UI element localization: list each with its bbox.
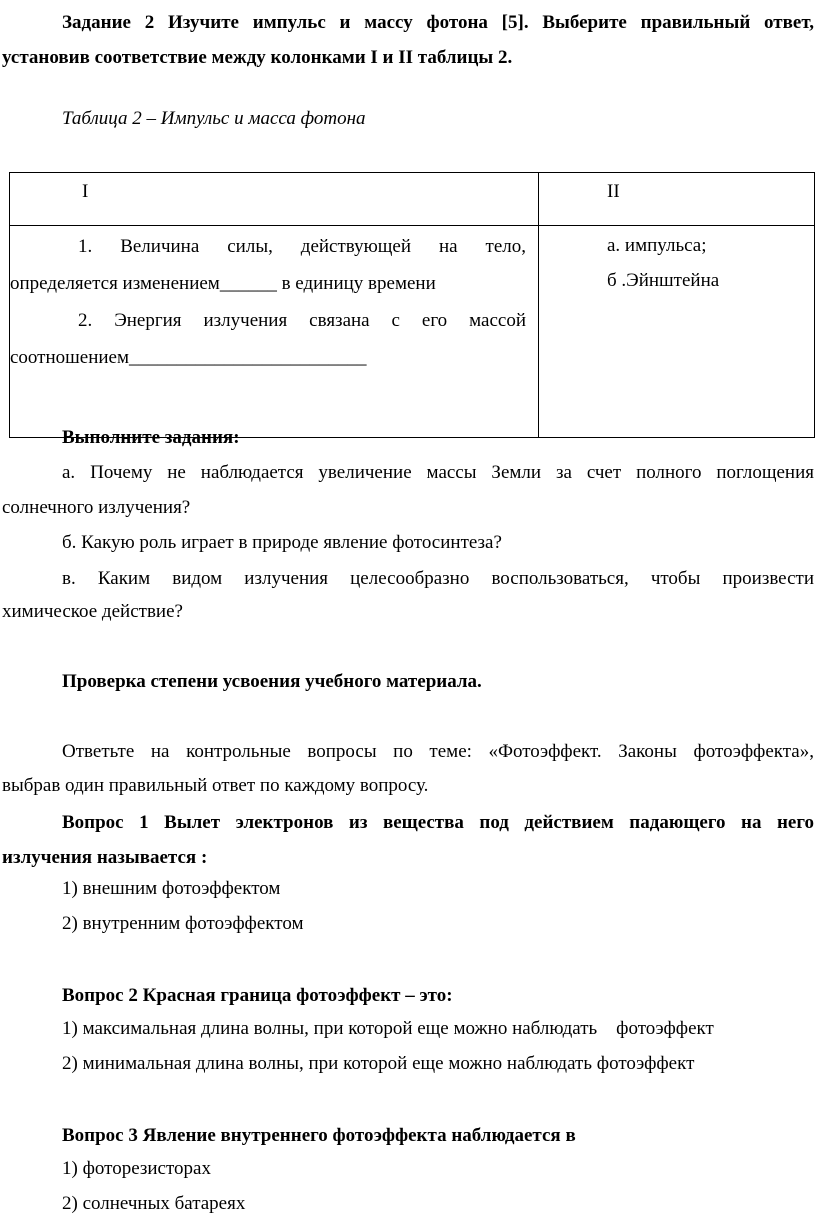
table-row [10, 226, 815, 438]
right-option-a: а. импульса; [607, 235, 707, 256]
check-intro-line2: выбрав один правильный ответ по каждому вопросу. [2, 775, 429, 796]
exercise-a-line1-wrap [0, 455, 816, 490]
question3-title: Вопрос 3 Явление внутреннего фотоэффекта наблюдается в [62, 1125, 576, 1146]
left-item2-line1: 2. Энергия излучения связана с его массой [78, 310, 526, 331]
col1-header: I [82, 181, 89, 202]
exercises-title: Выполните задания: [62, 427, 240, 448]
table-cell-right [539, 226, 815, 438]
table-cell-left [10, 226, 539, 438]
task2-heading-line1: Задание 2 Изучите импульс и массу фотона [5]. Выберите правильный ответ, [62, 12, 814, 33]
matching-table [9, 172, 815, 438]
question1-title-line2-wrap [0, 840, 816, 875]
exercise-c-line1: в. Каким видом излучения целесообразно воспользоваться, чтобы произвести [62, 568, 814, 589]
question1-option1: 1) внешним фотоэффектом [62, 878, 281, 899]
exercise-a-line2: солнечного излучения? [2, 497, 191, 518]
question1-title-line1-wrap [0, 805, 816, 840]
question1-title-line2: излучения называется : [2, 847, 208, 868]
check-title: Проверка степени усвоения учебного материала. [62, 671, 482, 692]
question2-title: Вопрос 2 Красная граница фотоэффект – это: [62, 985, 453, 1006]
exercise-c-line1-wrap [0, 561, 816, 596]
question1-option2: 2) внутренним фотоэффектом [62, 913, 304, 934]
table-header-col1 [10, 173, 539, 226]
left-item1-line2: определяется изменением______ в единицу времени [10, 273, 436, 294]
left-item1-line1: 1. Величина силы, действующей на тело, [78, 236, 526, 257]
check-intro-line2-wrap [0, 768, 816, 803]
exercise-a-line2-wrap [0, 490, 816, 525]
check-intro-line1-wrap [0, 734, 816, 769]
exercise-b: б. Какую роль играет в природе явление фотосинтеза? [62, 532, 502, 553]
task2-heading-line2: установив соответствие между колонками I и II таблицы 2. [2, 47, 513, 68]
exercise-a-line1: а. Почему не наблюдается увеличение массы Земли за счет полного поглощения [62, 462, 814, 483]
task2-heading-line2-wrap [0, 40, 816, 75]
task2-heading [0, 5, 816, 40]
check-intro-line1: Ответьте на контрольные вопросы по теме: «Фотоэффект. Законы фотоэффекта», [62, 741, 814, 762]
question3-option1: 1) фоторезисторах [62, 1158, 211, 1179]
exercise-c-line2-wrap [0, 594, 816, 629]
table-header-row [10, 173, 815, 226]
right-option-b: б .Эйнштейна [607, 270, 720, 291]
exercise-c-line2: химическое действие? [2, 601, 183, 622]
table-caption: Таблица 2 – Импульс и масса фотона [62, 108, 366, 129]
col2-header: II [607, 181, 620, 202]
question2-option2: 2) минимальная длина волны, при которой еще можно наблюдать фотоэффект [62, 1053, 695, 1074]
question3-option2: 2) солнечных батареях [62, 1193, 246, 1214]
question1-title-line1: Вопрос 1 Вылет электронов из вещества под действием падающего на него [62, 812, 814, 833]
question2-option1: 1) максимальная длина волны, при которой еще можно наблюдать фотоэффект [62, 1018, 714, 1039]
left-item2-line2: соотношением_________________________ [10, 347, 367, 368]
